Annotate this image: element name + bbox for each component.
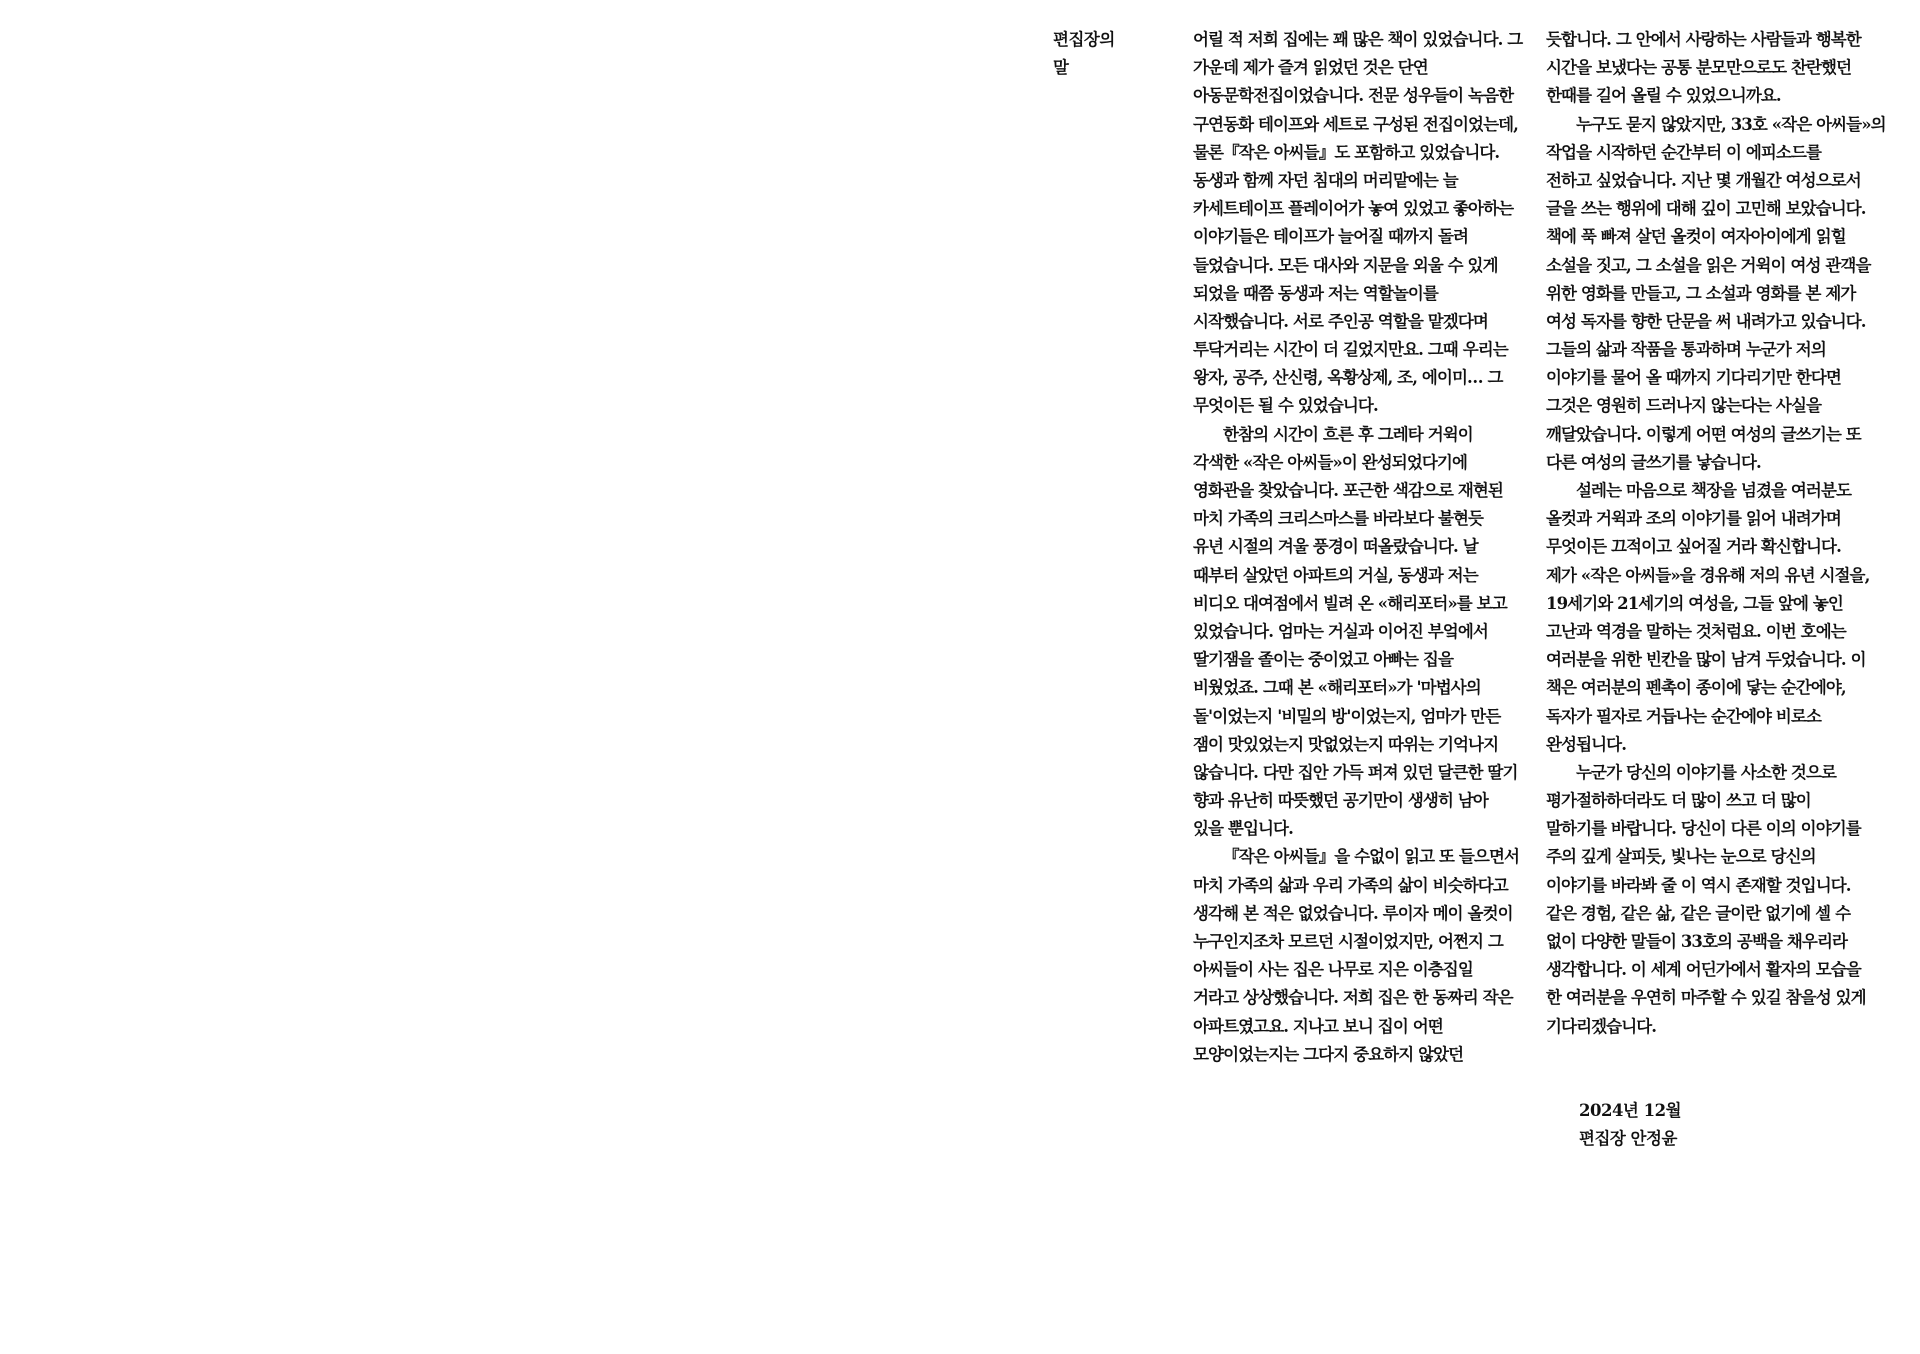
text-line: 잼이 맛있었는지 맛없었는지 따위는 기억나지 (1193, 734, 1499, 754)
text-line: 동생과 함께 자던 침대의 머리맡에는 늘 (1193, 170, 1458, 190)
text-line: 『작은 아씨들』을 수없이 읽고 또 들으면서 (1223, 847, 1520, 867)
text-line: 돌'이었는지 '비밀의 방'이었는지, 엄마가 만든 (1193, 706, 1501, 726)
text-line: 비웠었죠. 그때 본 «해리포터»가 '마법사의 (1193, 678, 1481, 698)
text-line: 물론『작은 아씨들』도 포함하고 있었습니다. (1193, 142, 1500, 162)
text-line: 작업을 시작하던 순간부터 이 에피소드를 (1546, 142, 1822, 162)
section-heading-line: 말 (1053, 58, 1069, 78)
text-line: 않습니다. 다만 집안 가득 퍼져 있던 달큰한 딸기 (1193, 762, 1518, 782)
text-line: 책에 푹 빠져 살던 올컷이 여자아이에게 읽힐 (1546, 227, 1846, 247)
text-line: 이야기들은 테이프가 늘어질 때까지 돌려 (1193, 227, 1469, 247)
text-line: 생각합니다. 이 세계 어딘가에서 활자의 모습을 (1546, 960, 1861, 980)
text-line: 책은 여러분의 펜촉이 종이에 닿는 순간에야, (1546, 678, 1846, 698)
text-line: 이야기를 물어 올 때까지 기다리기만 한다면 (1546, 368, 1841, 388)
text-line: 거라고 상상했습니다. 저희 집은 한 동짜리 작은 (1193, 988, 1513, 1008)
text-line: 누군가 당신의 이야기를 사소한 것으로 (1576, 762, 1837, 782)
text-line: 무엇이든 될 수 있었습니다. (1193, 396, 1378, 416)
text-line: 평가절하하더라도 더 많이 쓰고 더 많이 (1546, 791, 1811, 811)
text-line: 가운데 제가 즐겨 읽었던 것은 단연 (1193, 58, 1428, 78)
text-line: 설레는 마음으로 책장을 넘겼을 여러분도 (1576, 481, 1852, 500)
text-line: 고난과 역경을 말하는 것처럼요. 이번 호에는 (1546, 621, 1846, 641)
text-line: 전하고 싶었습니다. 지난 몇 개월간 여성으로서 (1546, 170, 1861, 190)
text-line: 들었습니다. 모든 대사와 지문을 외울 수 있게 (1193, 255, 1498, 275)
text-line: 기다리겠습니다. (1546, 1016, 1657, 1036)
text-line: 누구도 묻지 않았지만, 33호 «작은 아씨들»의 (1576, 114, 1886, 134)
text-line: 카세트테이프 플레이어가 놓여 있었고 좋아하는 (1193, 199, 1514, 219)
text-line: 독자가 필자로 거듭나는 순간에야 비로소 (1546, 706, 1822, 726)
signature-block (1579, 1097, 1681, 1153)
text-line: 마치 가족의 크리스마스를 바라보다 불현듯 (1193, 509, 1484, 529)
text-line: 때부터 살았던 아파트의 거실, 동생과 저는 (1193, 565, 1478, 585)
text-line: 왕자, 공주, 산신령, 옥황상제, 조, 에이미… 그 (1193, 368, 1503, 388)
text-line: 한 여러분을 우연히 마주할 수 있길 참을성 있게 (1546, 988, 1866, 1008)
text-line: 딸기잼을 졸이는 중이었고 아빠는 집을 (1193, 650, 1454, 670)
text-line: 구연동화 테이프와 세트로 구성된 전집이었는데, (1193, 114, 1519, 134)
text-line: 소설을 짓고, 그 소설을 읽은 거윅이 여성 관객을 (1546, 255, 1871, 275)
body-column-right (1546, 26, 1888, 1041)
text-line: 아파트였고요. 지나고 보니 집이 어떤 (1193, 1016, 1443, 1036)
text-line: 한참의 시간이 흐른 후 그레타 거윅이 (1223, 424, 1473, 444)
text-line: 위한 영화를 만들고, 그 소설과 영화를 본 제가 (1546, 283, 1856, 303)
text-line: 19세기와 21세기의 여성을, 그들 앞에 놓인 (1546, 593, 1843, 613)
text-line: 각색한 «작은 아씨들»이 완성되었다기에 (1193, 452, 1467, 472)
text-line: 여러분을 위한 빈칸을 많이 남겨 두었습니다. 이 (1546, 650, 1866, 670)
text-line: 한때를 길어 올릴 수 있었으니까요. (1546, 86, 1781, 106)
text-line: 깨달았습니다. 이렇게 어떤 여성의 글쓰기는 또 (1546, 424, 1861, 444)
text-line: 글을 쓰는 행위에 대해 깊이 고민해 보았습니다. (1546, 199, 1866, 219)
text-line: 없이 다양한 말들이 33호의 공백을 채우리라 (1546, 932, 1848, 951)
text-line: 시간을 보냈다는 공통 분모만으로도 찬란했던 (1546, 58, 1852, 78)
text-line: 마치 가족의 삶과 우리 가족의 삶이 비슷하다고 (1193, 875, 1508, 895)
text-line: 무엇이든 끄적이고 싶어질 거라 확신합니다. (1546, 537, 1841, 557)
text-line: 시작했습니다. 서로 주인공 역할을 맡겠다며 (1193, 311, 1488, 331)
text-line: 영화관을 찾았습니다. 포근한 색감으로 재현된 (1193, 481, 1503, 500)
text-line: 제가 «작은 아씨들»을 경유해 저의 유년 시절을, (1546, 565, 1870, 585)
text-line: 투닥거리는 시간이 더 길었지만요. 그때 우리는 (1193, 340, 1508, 360)
text-line: 완성됩니다. (1546, 734, 1627, 754)
text-line: 말하기를 바랍니다. 당신이 다른 이의 이야기를 (1546, 819, 1861, 839)
text-line: 향과 유난히 따뜻했던 공기만이 생생히 남아 (1193, 791, 1488, 811)
text-line: 주의 깊게 살피듯, 빛나는 눈으로 당신의 (1546, 847, 1816, 867)
text-line: 모양이었는지는 그다지 중요하지 않았던 (1193, 1044, 1464, 1064)
text-line: 되었을 때쯤 동생과 저는 역할놀이를 (1193, 283, 1438, 303)
signature-author: 편집장 안정윤 (1579, 1129, 1677, 1149)
text-line: 누구인지조차 모르던 시절이었지만, 어쩐지 그 (1193, 932, 1503, 951)
text-line: 그것은 영원히 드러나지 않는다는 사실을 (1546, 396, 1822, 416)
section-heading (1053, 26, 1123, 82)
signature-date: 2024년 12월 (1579, 1101, 1682, 1120)
text-line: 이야기를 바라봐 줄 이 역시 존재할 것입니다. (1546, 875, 1851, 895)
text-line: 생각해 본 적은 없었습니다. 루이자 메이 올컷이 (1193, 903, 1513, 923)
body-column-left (1193, 26, 1535, 1069)
text-line: 있을 뿐입니다. (1193, 819, 1293, 839)
text-line: 그들의 삶과 작품을 통과하며 누군가 저의 (1546, 340, 1826, 360)
text-line: 유년 시절의 겨울 풍경이 떠올랐습니다. 날 (1193, 537, 1478, 557)
text-line: 비디오 대여점에서 빌려 온 «해리포터»를 보고 (1193, 593, 1507, 613)
text-line: 아동문학전집이었습니다. 전문 성우들이 녹음한 (1193, 86, 1514, 106)
text-line: 아씨들이 사는 집은 나무로 지은 이층집일 (1193, 960, 1473, 980)
text-line: 어릴 적 저희 집에는 꽤 많은 책이 있었습니다. 그 (1193, 30, 1523, 49)
section-heading-line: 편집장의 (1053, 30, 1115, 49)
text-line: 올컷과 거윅과 조의 이야기를 읽어 내려가며 (1546, 509, 1841, 529)
text-line: 있었습니다. 엄마는 거실과 이어진 부엌에서 (1193, 621, 1488, 641)
text-line: 듯합니다. 그 안에서 사랑하는 사람들과 행복한 (1546, 30, 1861, 49)
text-line: 같은 경험, 같은 삶, 같은 글이란 없기에 셀 수 (1546, 903, 1851, 923)
text-line: 여성 독자를 향한 단문을 써 내려가고 있습니다. (1546, 311, 1866, 331)
text-line: 다른 여성의 글쓰기를 낳습니다. (1546, 452, 1761, 472)
